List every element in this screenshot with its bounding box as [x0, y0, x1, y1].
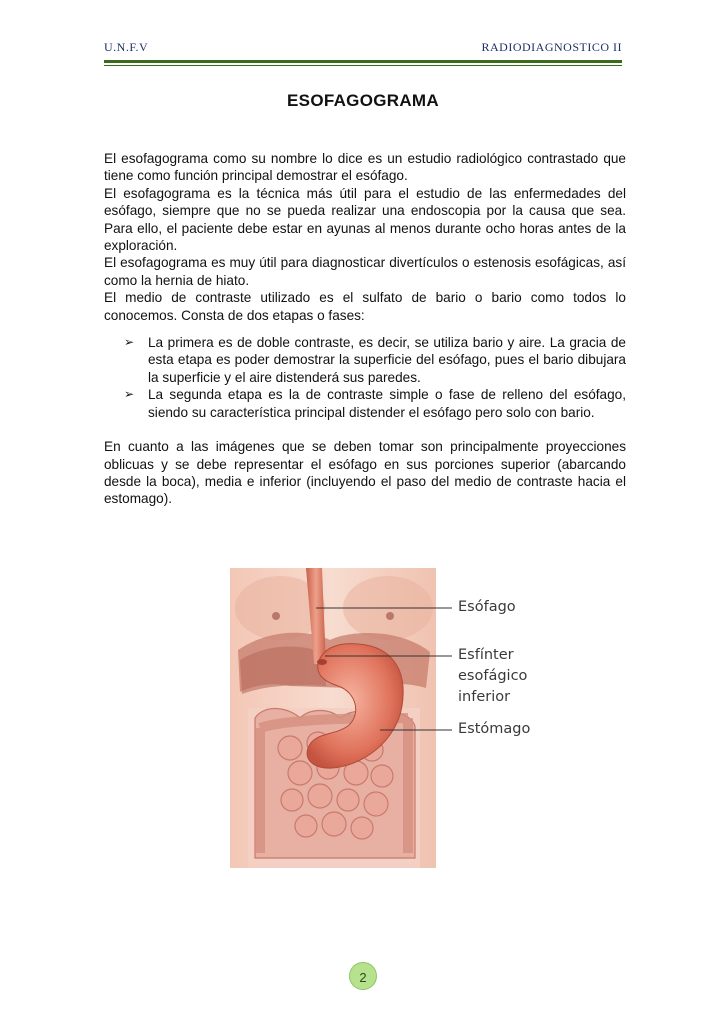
header-rule-thick [104, 60, 622, 63]
list-item [104, 334, 626, 386]
list-item-text: La primera es de doble contraste, es decir, se utiliza bario y aire. La gracia de esta etapa es poder demostrar la superficie del esófago, pues el bario dibujara la superficie y el aire distenderá sus paredes. [148, 335, 626, 385]
label-esfinter-line2: esofágico [458, 668, 528, 684]
document-title: ESOFAGOGRAMA [287, 91, 439, 110]
phases-list [104, 334, 626, 421]
arrow-bullet-icon: ➢ [124, 335, 135, 350]
label-esfinter-line1: Esfínter [458, 647, 514, 663]
page-number-badge: 2 [349, 962, 377, 990]
paragraph: El esofagograma es muy útil para diagnosticar divertículos o estenosis esofágicas, así como la hernia de hiato. [104, 255, 626, 288]
paragraph: El esofagograma es la técnica más útil para el estudio de las enfermedades del esófago, siempre que no se pueda realizar una endoscopia por la causa que sea. Para ello, el paciente debe estar en ayunas al menos durante ocho horas antes de la exploración. [104, 185, 626, 254]
body-text [104, 150, 626, 508]
label-esofago: Esófago [458, 599, 516, 615]
list-item-text: La segunda etapa es la de contraste simple o fase de relleno del esófago, siendo su característica principal distender el esófago pero solo con bario. [148, 387, 626, 420]
header-institution: U.N.F.V [104, 40, 149, 54]
paragraph: En cuanto a las imágenes que se deben tomar son principalmente proyecciones oblicuas y se debe representar el esófago en sus porciones superior (abarcando desde la boca), media e inferior (incluyendo el paso del medio de contraste hacia el estomago). [104, 439, 626, 507]
header-rule-thin [104, 65, 622, 66]
header-course: RADIODIAGNOSTICO II [481, 40, 622, 54]
torso-illustration [230, 568, 436, 868]
anatomy-illustration [230, 568, 436, 868]
arrow-bullet-icon: ➢ [124, 387, 135, 402]
list-item [104, 386, 626, 421]
paragraph: El esofagograma como su nombre lo dice es un estudio radiológico contrastado que tiene como función principal demostrar el esófago. [104, 151, 626, 184]
page-header [104, 40, 622, 62]
label-esfinter-line3: inferior [458, 689, 511, 705]
paragraph: El medio de contraste utilizado es el sulfato de bario o bario como todos lo conocemos. Consta de dos etapas o fases: [104, 290, 626, 323]
label-estomago: Estómago [458, 721, 531, 737]
